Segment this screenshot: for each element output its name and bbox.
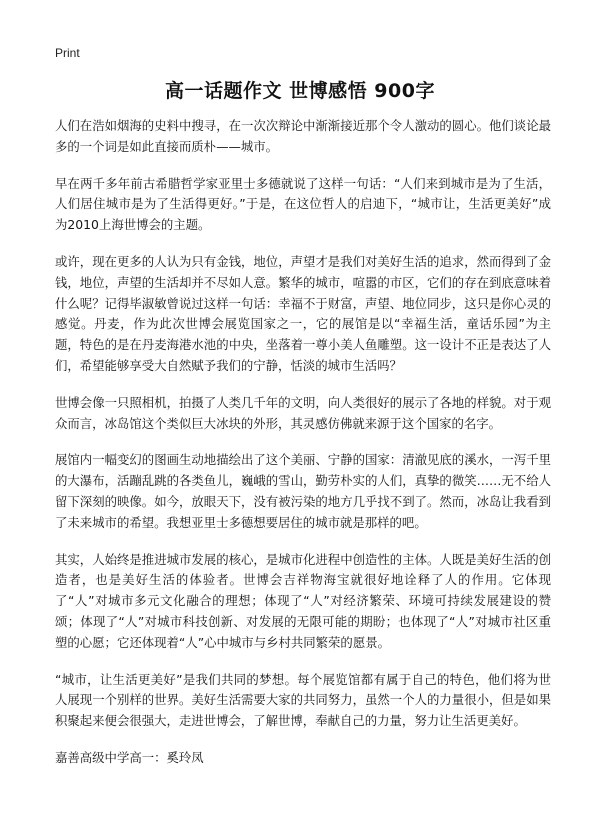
author-signature: 嘉善高级中学高一：奚玲凤	[55, 749, 204, 765]
paragraph-4: 世博会像一只照相机，拍摄了人类几千年的文明，向人类很好的展示了各地的样貌。对于观众而言，冰岛馆这个类似巨大冰块的外形，其灵感仿佛就来源于这个国家的名字。	[55, 394, 551, 431]
paragraph-7: “城市，让生活更美好”是我们共同的梦想。每个展览馆都有属于自己的特色，他们将为世人展现一个别样的世界。美好生活需要大家的共同努力，虽然一个人的力量很小，但是如果积聚起来便会很强大，走进世博会，了解世博，奉献自己的力量，努力让生活更美好。	[55, 671, 551, 729]
paragraph-3: 或许，现在更多的人认为只有金钱，地位，声望才是我们对美好生活的追求，然而得到了金钱，地位，声望的生活却并不尽如人意。繁华的城市，喧嚣的市区，它们的存在到底意味着什么呢？记得毕淑敏曾说过这样一句话：幸福不于财富，声望、地位同步，这只是你心灵的感觉。丹麦，作为此次世博会展览国家之一，它的展馆是以“幸福生活，童话乐园”为主题，特色的是在丹麦海港水池的中央，坐落着一尊小美人鱼雕塑。这一设计不正是表达了人们，希望能够享受大自然赋予我们的宁静，恬淡的城市生活吗？	[55, 253, 551, 373]
paragraph-5: 展馆内一幅变幻的图画生动地描绘出了这个美丽、宁静的国家：清澈见底的溪水，一泻千里的大瀑布，活蹦乱跳的各类鱼儿，巍峨的雪山，勤劳朴实的人们，真挚的微笑……无不给人留下深刻的映像。如今，放眼天下，没有被污染的地方几乎找不到了。然而，冰岛让我看到了未来城市的希望。我想亚里士多德想要居住的城市就是那样的吧。	[55, 452, 551, 530]
article-body	[55, 116, 551, 769]
paragraph-1: 人们在浩如烟海的史料中搜寻，在一次次辩论中渐渐接近那个令人激动的圆心。他们谈论最多的一个词是如此直接而质朴——城市。	[55, 118, 551, 154]
paragraph-6: 其实，人始终是推进城市发展的核心，是城市化进程中创造性的主体。人既是美好生活的创造者，也是美好生活的体验者。世博会吉祥物海宝就很好地诠释了人的作用。它体现了“人”对城市多元文化融合的理想；体现了“人”对经济繁荣、环境可持续发展建设的赞颂；体现了“人”对城市科技创新、对发展的无限可能的期盼；也体现了“人”对城市社区重塑的心愿；它还体现着“人”心中城市与乡村共同繁荣的愿景。	[55, 551, 551, 650]
paragraph-2: 早在两千多年前古希腊哲学家亚里士多德就说了这样一句话：“人们来到城市是为了生活，人们居住城市是为了生活得更好。”于是，在这位哲人的启迪下，“城市让，生活更美好”成为2010上海世博会的主题。	[55, 175, 551, 233]
page-title: 高一话题作文 世博感悟 900字	[165, 80, 435, 102]
print-link[interactable]: Print	[55, 46, 80, 60]
